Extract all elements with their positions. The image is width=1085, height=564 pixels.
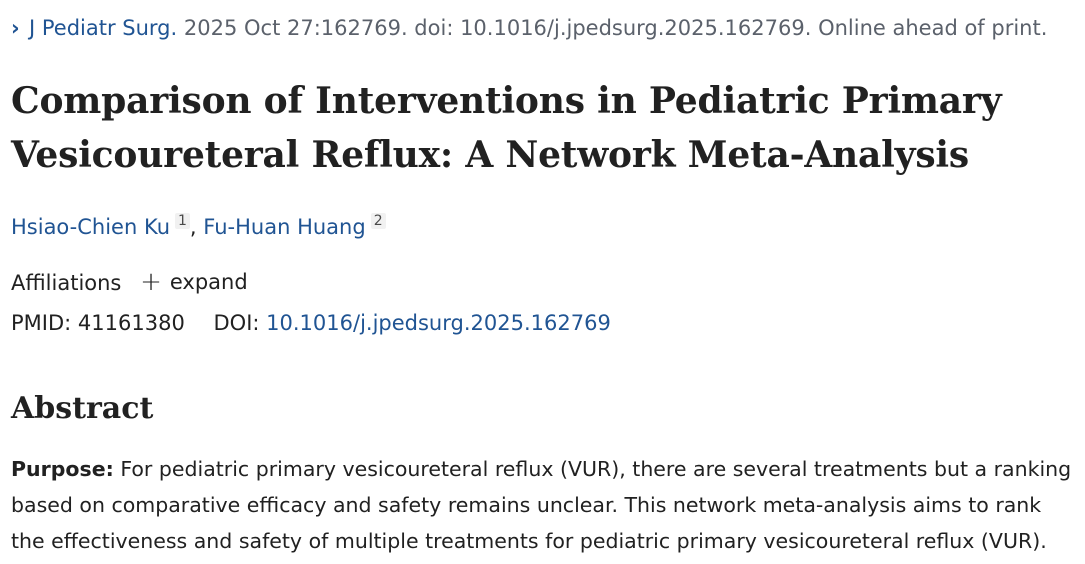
pmid-value: 41161380 — [77, 311, 185, 335]
author-link[interactable]: Fu-Huan Huang — [203, 215, 366, 239]
plus-icon: + — [140, 267, 162, 297]
abstract-purpose — [11, 451, 1081, 559]
pmid-label: PMID: — [11, 311, 72, 335]
citation-line — [11, 14, 1047, 42]
affiliations-toggle — [11, 267, 248, 298]
doi-link[interactable]: 10.1016/j.jpedsurg.2025.162769 — [266, 311, 611, 335]
doi-label: DOI: — [213, 311, 260, 335]
article-title: Comparison of Interventions in Pediatric Primary Vesicoureteral Reflux: A Network Meta-Analysis — [11, 80, 1002, 176]
author-separator: , — [189, 215, 197, 239]
affiliation-number[interactable]: 2 — [371, 213, 386, 229]
purpose-label: Purpose: — [11, 457, 114, 481]
author-link[interactable]: Hsiao-Chien Ku — [11, 215, 170, 239]
affiliations-label: Affiliations — [11, 271, 122, 295]
identifiers — [11, 308, 611, 338]
author-list — [11, 212, 386, 242]
expand-affiliations-button[interactable] — [140, 267, 248, 297]
abstract-heading: Abstract — [11, 391, 154, 426]
citation-details: 2025 Oct 27:162769. doi: 10.1016/j.jpedsurg.2025.162769. Online ahead of print. — [183, 16, 1048, 40]
affiliation-number[interactable]: 1 — [175, 213, 190, 229]
purpose-text: For pediatric primary vesicoureteral reflux (VUR), there are several treatments but a ranking based on comparative efficacy and safety remains unclear. This network meta-analysis aims to rank the effectiveness and safety of multiple treatments for pediatric primary vesicoureteral reflux (VUR). — [11, 457, 1072, 553]
chevron-right-icon[interactable]: › — [11, 16, 20, 40]
journal-link[interactable]: J Pediatr Surg. — [29, 16, 178, 40]
expand-label: expand — [169, 270, 248, 294]
